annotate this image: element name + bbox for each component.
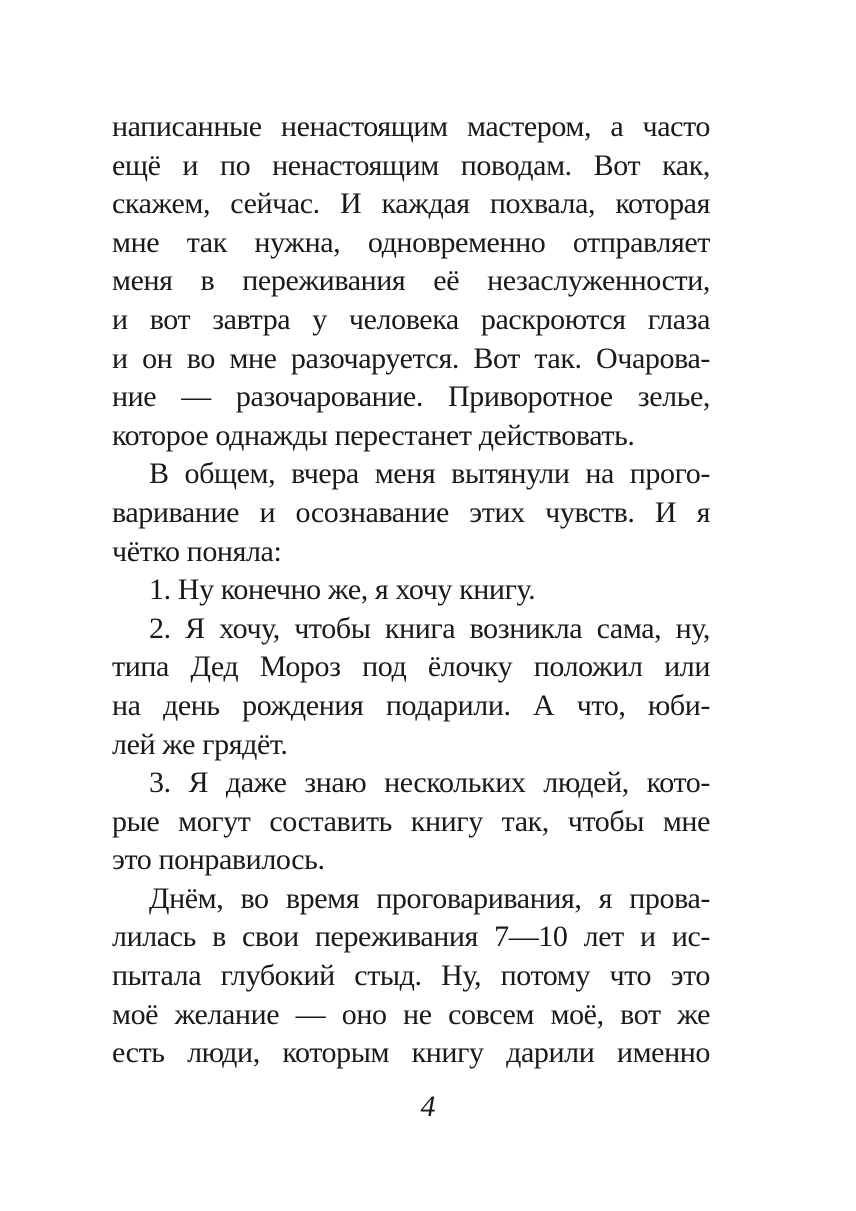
text-line: ние — разочарование. Приворотное зелье, [112,380,710,414]
text-line: и вот завтра у человека раскроются глаза [112,302,710,336]
text-line: написанные ненастоящим мастером, а часто [112,110,710,143]
text-line: на день рождения подарили. А что, юби- [112,688,710,722]
text-line: рые могут составить книгу так, чтобы мне [112,804,710,838]
text-line: меня в переживания её незаслуженности, [112,264,710,298]
text-line: моё желание — оно не совсем моё, вот же [112,997,710,1031]
text-line: ещё и по ненастоящим поводам. Вот как, [112,148,710,182]
text-line: есть люди, которым книгу дарили именно [112,1036,710,1070]
paragraph-end-line: это понравилось. [112,843,325,877]
paragraph-end-line: чётко поняла: [112,534,282,568]
paragraph-start-line: В общем, вчера меня вытянули на прого- [149,457,710,491]
text-line: варивание и осознавание этих чувств. И я [112,495,710,529]
list-item-1: 1. Ну конечно же, я хочу книгу. [149,573,536,607]
page-number: 4 [420,1090,436,1123]
list-item-3: 3. Я даже знаю нескольких людей, кото- [149,766,710,800]
page-body [112,108,710,1073]
paragraph-end-line: лей же грядёт. [112,727,288,761]
text-line: скажем, сейчас. И каждая похвала, которая [112,187,710,221]
text-line: лилась в свои переживания 7—10 лет и ис- [112,920,710,954]
text-line: мне так нужна, одновременно отправляет [112,225,710,259]
paragraph-end-line: которое однажды перестанет действовать. [112,418,635,452]
text-line: и он во мне разочаруется. Вот так. Очарова- [112,341,710,375]
list-item-2: 2. Я хочу, чтобы книга возникла сама, ну, [149,611,710,645]
text-line: пытала глубокий стыд. Ну, потому что это [112,959,710,993]
text-line: типа Дед Мороз под ёлочку положил или [112,650,710,684]
paragraph-start-line: Днём, во время проговаривания, я прова- [149,881,710,915]
